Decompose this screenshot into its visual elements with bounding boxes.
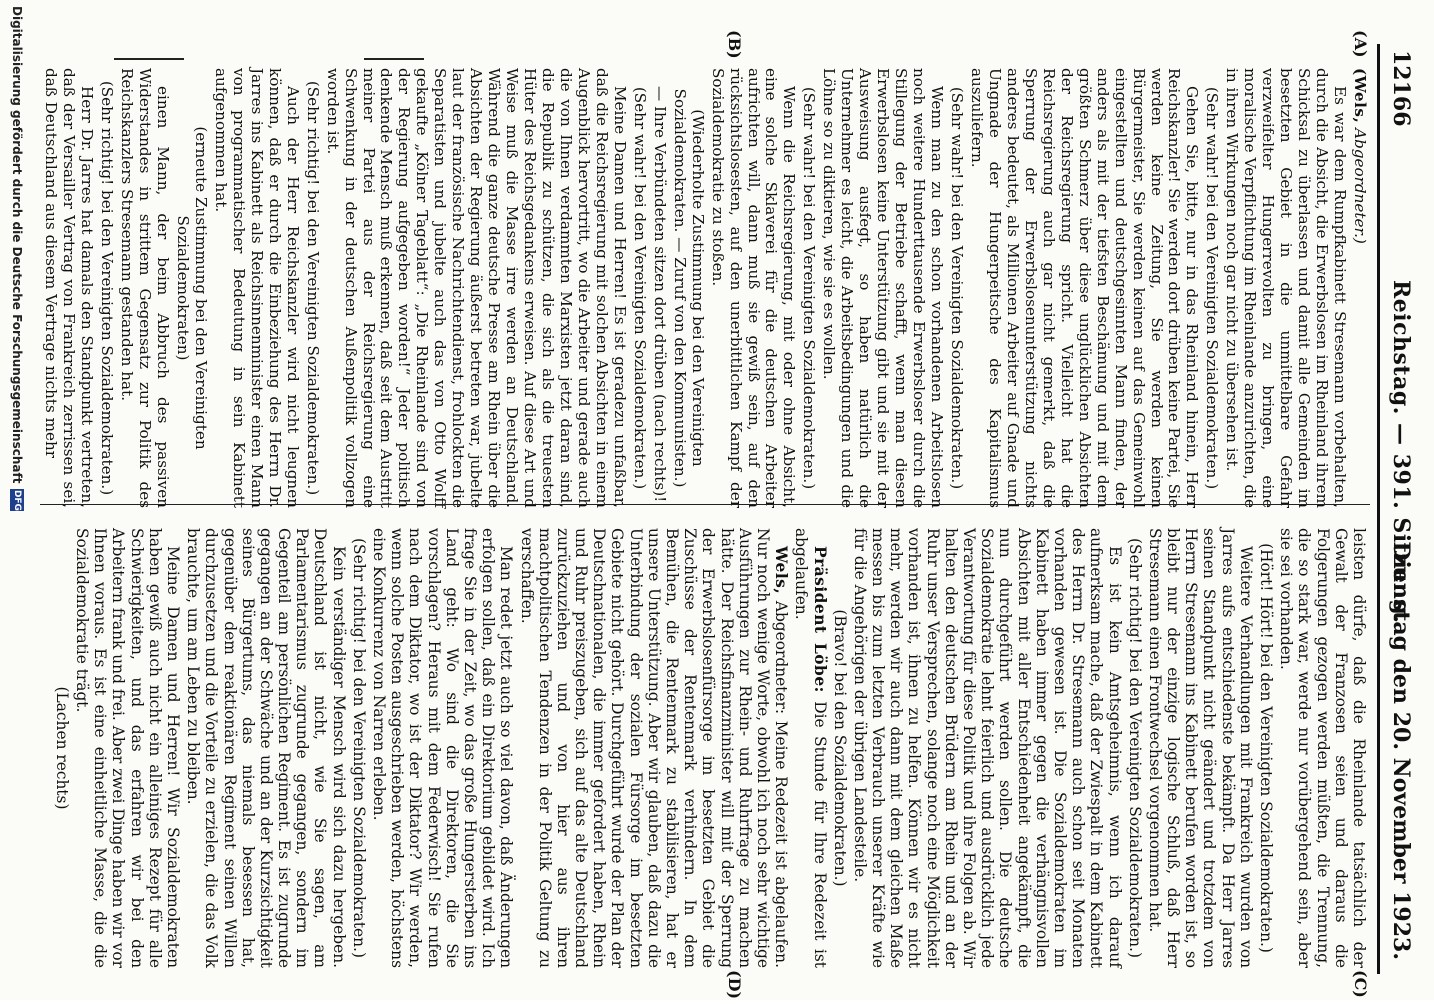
speech-paragraph: Meine Damen und Herren! Wir Sozialdemokraten haben gewiß auch nicht ein alleiniges Rezept für alle Schwierigkeiten, und das erfahren wir bei den Arbeitern frank und frei. Aber zwei Dinge haben wir vor Ihnen voraus. Es ist eine einheitliche Masse, die die Sozialdemokratie trägt. [73,528,182,968]
footer-credit: Digitalisierung gefördert durch die Deutsche Forschungsgemeinschaft [10,6,24,484]
margin-marker-d: (D) [725,970,744,1000]
interjection: (Sehr richtig! bei den Vereinigten Sozialdemokraten.) [1125,538,1144,958]
interjection: (Sehr wahr! bei den Vereinigten Sozialdemokraten.) [800,86,819,490]
speech-paragraph: Herr Dr. Jarres hat damals den Standpunkt vertreten, daß der Versailler Vertrag von Frankreich zerrissen sei, daß Deutschland aus diesem Vertrage nichts mehr [42,68,97,508]
interjection: (Hört! Hört! bei den Vereinigten Sozialdemokraten.) [1257,543,1276,953]
right-column [51,528,1368,968]
page-header [1384,50,1416,960]
speaker-role: Abgeordneter.) [1351,128,1369,244]
speaker-name: Präsident Löbe: [810,546,829,693]
interjection: (Sehr wahr! bei den Vereinigten Sozialdemokraten.) [948,86,967,490]
speech-paragraph: Wenn man zu den schon vorhandenen Arbeitslosen noch weitere Hunderttausende Erwerbsloser durch die Stillegung der Betriebe schafft, wenn man diesen Erwerbslosen keine Unterstützung gibt und sie mit der Ausweisung ausfegt, so haben natürlich die Unternehmer es leicht, die Arbeitsbedingungen und die Löhne so zu diktieren, wie sie es wollen. [820,68,947,508]
speaker-name: Wels, [772,546,791,595]
interjection: (Sehr richtig! bei den Vereinigten Sozialdemokraten.) [303,80,322,496]
speech-paragraph: Kein verständiger Mensch wird sich dazu hergeben. Deutschland ist nicht, wie Sie sagen, am Parlamentarismus zugrunde gegangen, sondern im Gegenteil am persönlichen Regiment. Es ist zugrunde gegangen an der Schwäche und an der Kurzsichtigkeit seines Bürgertums, das niemals besessen hat, gegenüber dem reaktionären Regiment seinen Willen durchzusetzen und die Vorteile zu erzielen, die das Volk brauchte, um am Leben zu bleiben. [184,528,348,968]
speaker-line [1350,68,1368,508]
page-number: 12166 [1388,50,1414,127]
speaker-paragraph [517,528,790,968]
speech-text: Die Stunde für Ihre Redezeit ist abgelaufen. [792,528,829,968]
speaker-paragraph [792,528,828,968]
speech-paragraph: einen Mann, der beim Abbruch des passiven Widerstandes in strittem Gegensatz zur Politik des Reichskanzlers Stresemann gestanden hat. [118,68,173,508]
margin-marker-b: (B) [725,30,744,59]
speech-paragraph: Es war dem Rumpfkabinett Stresemann vorbehalten, durch die Absicht, die Erwerbslosen im Rheinland ihrem Schicksal zu überlassen und damit alle Gemeinden im besetzten Gebiet in die unmittelbare Gefahr verzweifelter Hungerrevolten zu bringen, eine moralische Verpflichtung im Rheinlande anzurichten, die in ihren Wirkungen noch gar nicht zu übersehen ist. [1223,68,1350,508]
interjection: (erneute Zustimmung bei den Vereinigten Sozialdemokraten) [174,126,210,450]
header-rule [1377,44,1380,974]
interjection: (Sehr wahr! bei den Vereinigten Sozialdemokraten.) [630,86,649,490]
margin-brace [364,58,424,60]
speech-paragraph: Es ist kein Amtsgeheimnis, wenn ich darauf aufmerksam mache, daß der Zwiespalt in dem Kabinett des Herrn Dr. Stresemann auch schon seit Monaten vorhanden gewesen ist. Die Sozialdemokraten im Kabinett haben immer gegen die verhängnisvollen Absichten mit aller Entschiedenheit angekämpft, die nun durchgeführt werden sollen. Die deutsche Sozialdemokratie lehnt feierlich und ausdrücklich jede Verantwortung für diese Politik und ihre Folgen ab. Wir halten den deutschen Brüdern am Rhein und an der Ruhr unser Versprechen, solange noch eine Möglichkeit vorhanden ist, ihnen zu helfen. Können wir es nicht mehr, werden wir auch dann mit dem gleichen Maße messen bis zum letzten Verbrauch unserer Kräfte wie für die Angehörigen der übrigen Landesteile. [850,528,1124,968]
interjection: (Lachen rechts) [52,686,71,810]
speech-paragraph: Wenn die Reichsregierung, mit oder ohne Absicht, eine solche Sklaverei für die deutschen Arbeiter aufrichten will, dann muß sie gewiß sein, auf den rücksichtslosesten, auf den unerbittlichen Kampf der Sozialdemokratie zu stoßen. [708,68,799,508]
speech-paragraph: Meine Damen und Herren! Es ist geradezu unfaßbar, daß die Reichsregierung mit solchen Absichten in einem Augenblick hervortritt, wo die Arbeiter und gerade auch die von Ihnen verdammten Marxisten jetzt daran sind, die Republik zu schützen, die sich als die treuesten Hüter des Reichsgedankens erweisen. Auf diese Art und Weise muß die Masse irre werden an Deutschland. Während die ganze deutsche Presse am Rhein über die Absichten der Regierung äußerst betreten war, jubelte laut der französische Nachrichtendienst, frohlockten die Separatisten und jubelte auch das von Otto Wolff gekaufte „Kölner Tageblatt“: „Die Rheinlande sind von der Regierung aufgegeben worden!“ Jeder politisch denkende Mensch muß erkennen, daß seit dem Austritt meiner Partei aus der Reichsregierung eine Schwenkung in der deutschen Außenpolitik vollzogen worden ist. [323,68,629,508]
interjection: (Wiederholte Zustimmung bei den Vereinigten Sozialdemokraten. — Zuruf von den Kommunisten.) [670,88,707,488]
margin-marker-c: (C) [1351,970,1370,998]
interjection: (Bravo! bei den Sozialdemokraten.) [830,609,849,887]
interjection: (Sehr richtig! bei den Vereinigten Sozialdemokraten.) [98,80,117,496]
speech-paragraph: — Ihre Verbündeten sitzen dort drüben (nach rechts)! [650,86,669,503]
left-column [39,68,1368,508]
dfg-logo: DFG [12,489,22,511]
interjection: (Sehr wahr! bei den Vereinigten Sozialdemokraten.) [1203,86,1222,490]
speech-text: Abgeordneter: Meine Redezeit ist abgelaufen. Nur noch wenige Worte, obwohl ich noch sehr wichtige Ausführungen zur Rhein- und Ruhrfrage zu machen hätte. Der Reichsfinanzminister will mit der Sperrung der Erwerbslosenfürsorge im besetzten Gebiet die Zuschüsse der Rentenmark verhindern. In dem Bemühen, die Rentenmark zu stabilisieren, hat er unsere Unterstützung. Aber wir glauben, daß dazu die Unterbindung der sozialen Fürsorge im besetzten Gebiete nicht gehört. Durchgeführt wurde der Plan der Deutschnationalen, die immer gefordert haben, Rhein und Ruhr preiszugeben, sich auf das alte Deutschland zurückzuziehen und von hier aus ihren machtpolitischen Tendenzen in der Politik Geltung zu verschaffen. [517,528,791,968]
speech-paragraph: leisten dürfe, daß die Rheinlande tatsächlich der Gewalt der Franzosen seien und daraus die Folgerungen gezogen werden müßten, die Trennung, die so stark war, werde nur vorübergehend sein, aber sie sei vorhanden. [1277,528,1368,968]
header-title: Reichstag. — 391. Sitzung. [1388,280,1414,624]
speech-paragraph: Man redet jetzt auch so viel davon, daß Änderungen erfolgen sollen, daß ein Direktorium gebildet wird. Ich frage Sie in der Zeit, wo das große Hungersterben ins Land geht: Wo sind die Direktoren, die Sie vorschlagen? Heraus mit dem Federwisch! Sie rufen nach dem Diktator, wo ist der Diktator? Wir werden, wenn solche Posten ausgeschrieben werden, höchstens eine Konkurrenz von Narren erleben. [370,528,516,968]
speaker-name: (Wels, [1351,68,1369,124]
speech-paragraph: Gehen Sie, bitte, nur in das Rheinland hinein, Herr Reichskanzler! Sie werden dort drüben keine Partei, Sie werden keine Zeitung, Sie werden keinen Bürgermeister, Sie werden keinen auf das Gemeinwohl eingestellten und deutschgesinnten Mann finden, der anders als mit der tiefsten Beschämung und mit dem größten Schmerz über diese unglücklichen Absichten der Reichsregierung spricht. Vielleicht hat die Reichsregierung auch gar nicht gemerkt, daß die Sperrung der Erwerbslosenunterstützung nichts anderes bedeutet, als Millionen Arbeiter auf Gnade und Ungnade der Hungerpeitsche des Kapitalismus auszuliefern. [967,68,1202,508]
margin-marker-a: (A) [1351,30,1370,58]
interjection: (Sehr richtig! bei den Vereinigten Sozialdemokraten.) [349,538,368,958]
header-date: Dienstag den 20. November 1923. [1388,541,1414,960]
margin-brace [114,58,184,60]
footer [4,0,30,1006]
column-divider [40,504,1370,505]
speech-paragraph: Auch der Herr Reichskanzler wird nicht leugnen können, daß er durch die Einbeziehung des Herrn Dr. Jarres ins Kabinett als Reichsinnenminister einen Mann von programmatischer Bedeutung in sein Kabinett aufgenommen hat. [211,68,302,508]
speech-paragraph: Weitere Verhandlungen mit Frankreich wurden von Jarres aufs entschiedenste bekämpft. Da Herr Jarres seinen Standpunkt nicht geändert und trotzdem von Herrn Stresemann ins Kabinett berufen worden ist, so bleibt nur der einzige logische Schluß, daß Herr Stresemann einen Frontwechsel vorgenommen hat. [1145,528,1255,968]
